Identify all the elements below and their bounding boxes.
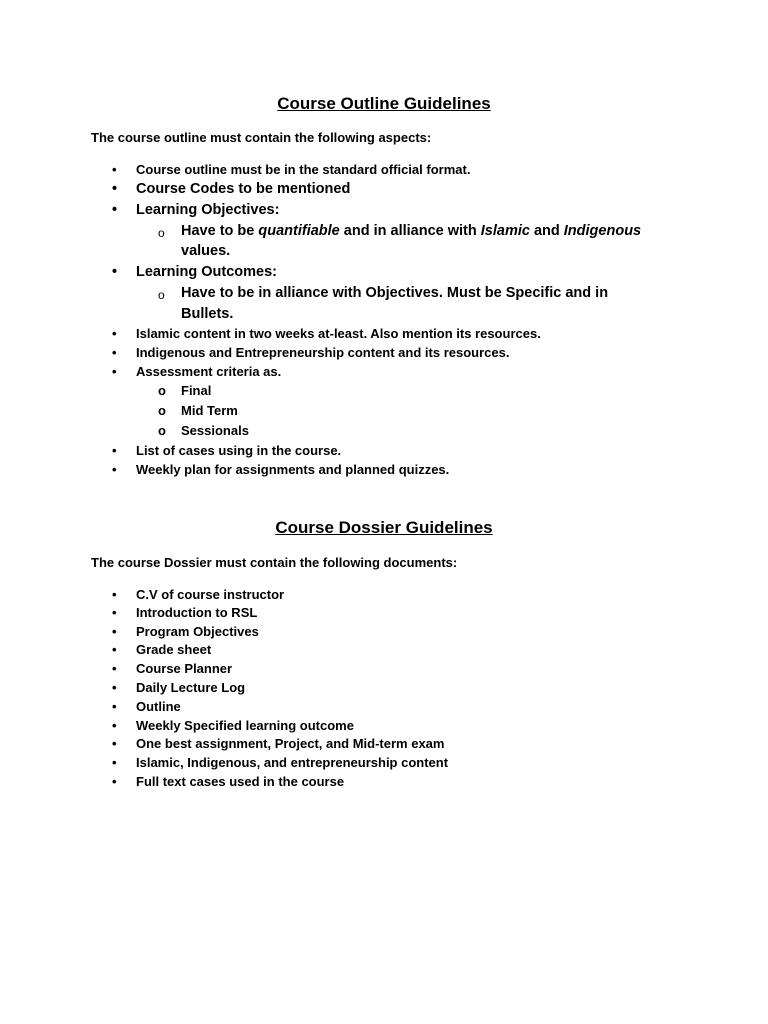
bullet-icon: • bbox=[112, 326, 117, 341]
bullet-icon: • bbox=[112, 264, 118, 280]
sub-bullet-icon: o bbox=[158, 423, 166, 438]
list-item-text: Sessionals bbox=[181, 423, 249, 438]
outline-heading: Course Outline Guidelines bbox=[277, 94, 491, 113]
bullet-icon: • bbox=[112, 587, 117, 602]
list-item-text: Islamic content in two weeks at-least. Also mention its resources. bbox=[136, 326, 541, 341]
list-item-text: Introduction to RSL bbox=[136, 605, 258, 620]
bullet-icon: • bbox=[112, 736, 117, 751]
bullet-icon: • bbox=[112, 774, 117, 789]
list-item-text: Indigenous and Entrepreneurship content and its resources. bbox=[136, 345, 510, 360]
outline-intro: The course outline must contain the following aspects: bbox=[91, 130, 432, 145]
dossier-heading: Course Dossier Guidelines bbox=[275, 518, 493, 537]
list-item-text: Weekly plan for assignments and planned quizzes. bbox=[136, 462, 450, 477]
list-item-text: Have to be quantifiable and in alliance with Islamic and Indigenous bbox=[181, 223, 642, 239]
list-item-text: Have to be in alliance with Objectives. Must be Specific and in bbox=[181, 285, 609, 301]
list-item-text: Outline bbox=[136, 699, 181, 714]
sub-bullet-icon: o bbox=[158, 403, 166, 418]
list-item-text: Grade sheet bbox=[136, 642, 212, 657]
list-item-text: C.V of course instructor bbox=[136, 587, 285, 602]
list-item-text: Islamic, Indigenous, and entrepreneurship content bbox=[136, 755, 449, 770]
list-item-text: Course Planner bbox=[136, 661, 233, 676]
list-item-text: Assessment criteria as. bbox=[136, 364, 282, 379]
list-item-text: Bullets. bbox=[181, 306, 234, 322]
bullet-icon: • bbox=[112, 443, 117, 458]
bullet-icon: • bbox=[112, 345, 117, 360]
bullet-icon: • bbox=[112, 364, 117, 379]
list-item-text: Course Codes to be mentioned bbox=[136, 181, 351, 197]
list-item-text: Daily Lecture Log bbox=[136, 680, 246, 695]
bullet-icon: • bbox=[112, 462, 117, 477]
bullet-icon: • bbox=[112, 699, 117, 714]
list-item-text: One best assignment, Project, and Mid-term exam bbox=[136, 736, 445, 751]
list-item-text: Learning Outcomes: bbox=[136, 264, 277, 280]
bullet-icon: • bbox=[112, 202, 118, 218]
list-item-text: Full text cases used in the course bbox=[136, 774, 345, 789]
dossier-intro: The course Dossier must contain the following documents: bbox=[91, 555, 458, 570]
bullet-icon: • bbox=[112, 718, 117, 733]
list-item-text: values. bbox=[181, 243, 231, 259]
bullet-icon: • bbox=[112, 605, 117, 620]
list-item-text: Course outline must be in the standard official format. bbox=[136, 162, 471, 177]
list-item-text: Final bbox=[181, 383, 212, 398]
bullet-icon: • bbox=[112, 162, 117, 177]
bullet-icon: • bbox=[112, 642, 117, 657]
sub-bullet-icon: o bbox=[158, 383, 166, 398]
bullet-icon: • bbox=[112, 624, 117, 639]
bullet-icon: • bbox=[112, 661, 117, 676]
sub-bullet-icon: o bbox=[158, 226, 165, 240]
sub-bullet-icon: o bbox=[158, 288, 165, 302]
list-item-text: Learning Objectives: bbox=[136, 202, 280, 218]
list-item-text: List of cases using in the course. bbox=[136, 443, 342, 458]
bullet-icon: • bbox=[112, 755, 117, 770]
list-item-text: Mid Term bbox=[181, 403, 238, 418]
bullet-icon: • bbox=[112, 680, 117, 695]
list-item-text: Weekly Specified learning outcome bbox=[136, 718, 354, 733]
list-item-text: Program Objectives bbox=[136, 624, 259, 639]
bullet-icon: • bbox=[112, 181, 118, 197]
